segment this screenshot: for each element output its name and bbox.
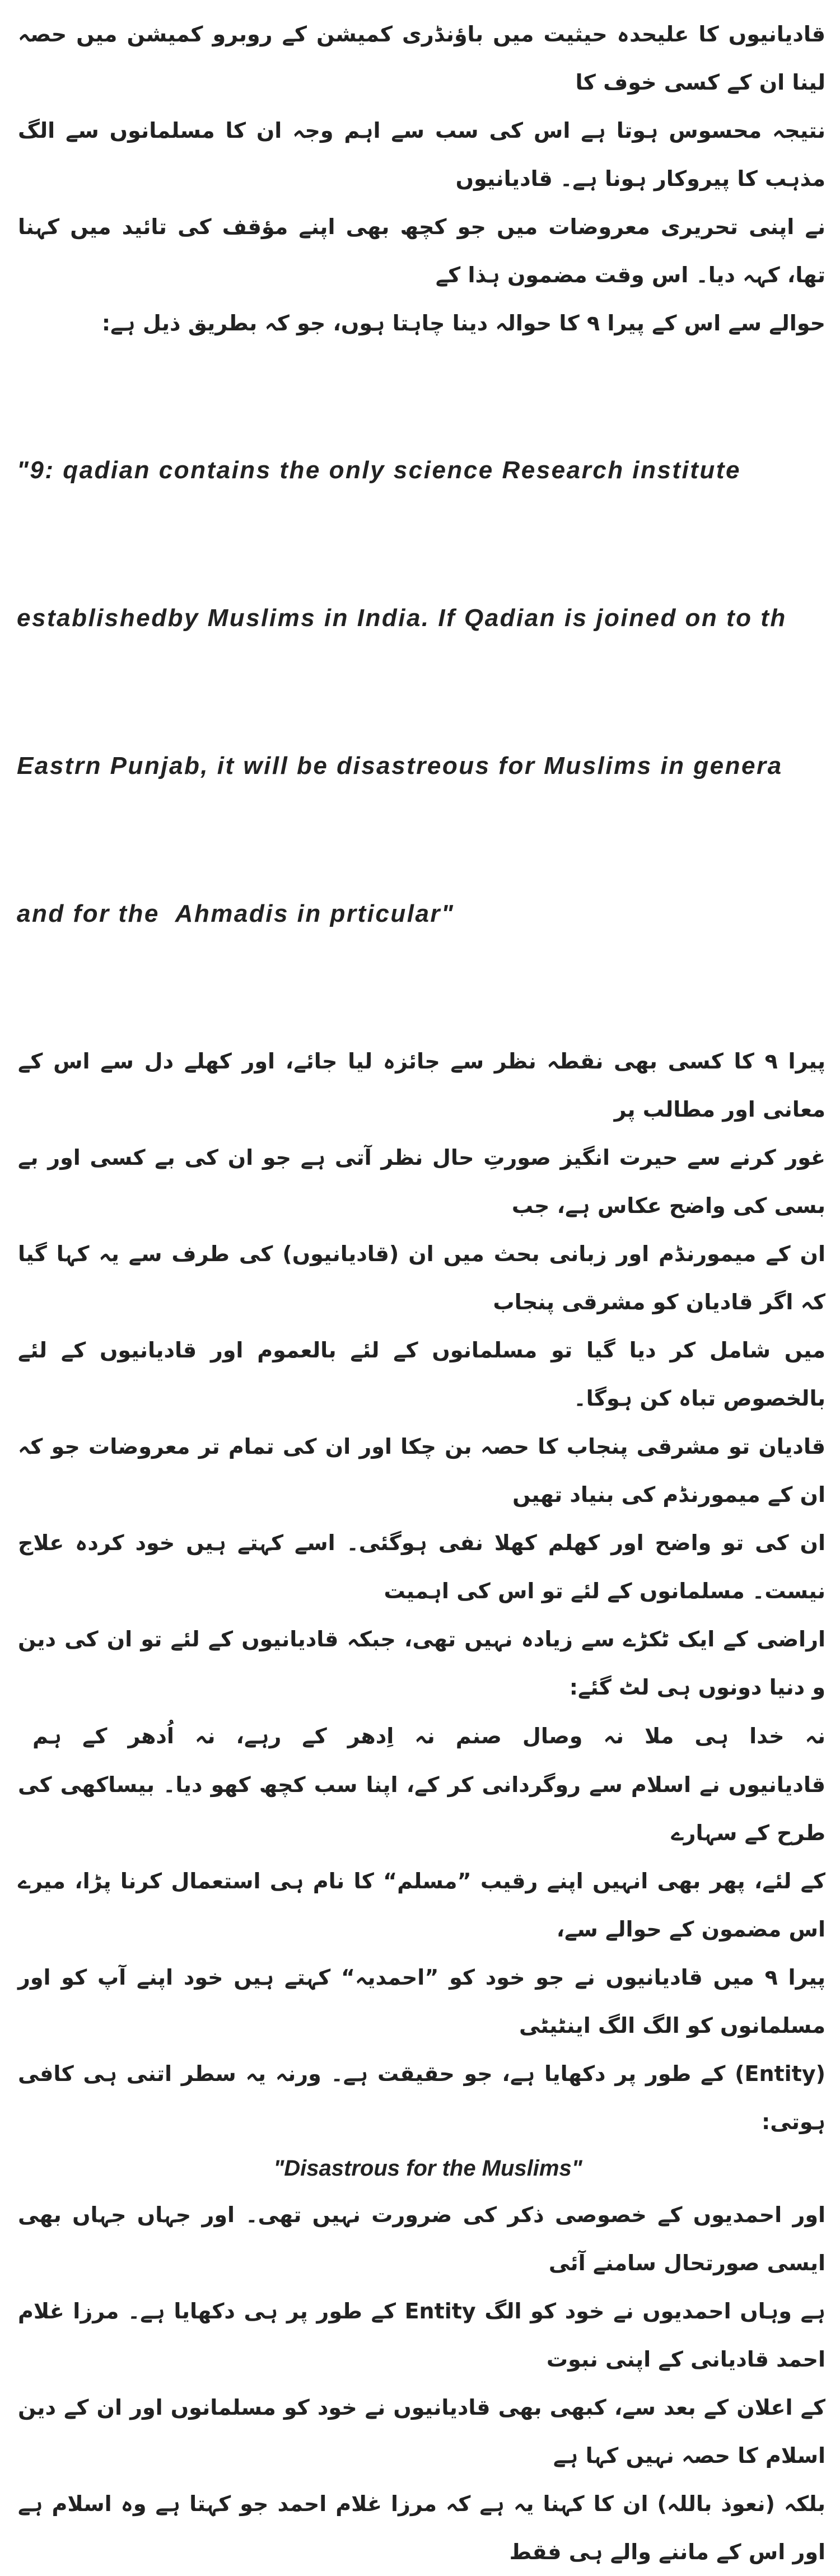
- quote-heading: "Disastrous for the Muslims": [273, 2156, 582, 2181]
- text-line: اراضی کے ایک ٹکڑے سے زیادہ نہیں تھی، جبکہ قادیانیوں کے لئے تو ان کی دین و دنیا دونوں ہی لٹ گئے:: [18, 1627, 825, 1700]
- text-line: قادیانیوں کا علیحدہ حیثیت میں باؤنڈری کمیشن کے روبرو کمیشن میں حصہ لینا ان کے کسی خوف کا: [18, 22, 825, 95]
- text-line: میں شامل کر دیا گیا تو مسلمانوں کے لئے بالعموم اور قادیانیوں کے لئے بالخصوص تباہ کن ہوگا۔: [18, 1338, 825, 1411]
- text-line: ہے وہاں احمدیوں نے خود کو الگ Entity کے طور پر ہی دکھایا ہے۔ مرزا غلام احمد قادیانی کے اپنی نبوت: [18, 2299, 825, 2372]
- text-line: کے لئے، پھر بھی انہیں اپنے رقیب ”مسلم“ کا نام ہی استعمال کرنا پڑا، میرے اس مضمون کے حوالے سے،: [18, 1869, 825, 1942]
- text-line: نے اپنی تحریری معروضات میں جو کچھ بھی اپنے مؤقف کی تائید میں کہنا تھا، کہہ دیا۔ اس وقت مضمون ہذا کے: [18, 214, 825, 287]
- text-line: قادیانیوں نے اسلام سے روگردانی کر کے، اپنا سب کچھ کھو دیا۔ بیساکھی کی طرح کے سہارے: [18, 1772, 825, 1845]
- quote-line: and for the Ahmadis in prticular": [17, 900, 455, 927]
- english-quote: [16, 347, 840, 1037]
- poetry-verse: نہ خدا ہی ملا نہ وصال صنم نہ اِدھر کے رہے، نہ اُدھر کے ہم: [32, 1724, 825, 1748]
- text-line: بلکہ (نعوذ باللہ) ان کا کہنا یہ ہے کہ مرزا غلام احمد جو کہتا ہے وہ اسلام ہے اور اس کے ماننے والے ہی فقط: [18, 2491, 825, 2564]
- text-line: قادیان تو مشرقی پنجاب کا حصہ بن چکا اور ان کی تمام تر معروضات جو کہ ان کے میمورنڈم کی بنیاد تھیں: [18, 1434, 825, 1507]
- text-line: (Entity) کے طور پر دکھایا ہے، جو حقیقت ہے۔ ورنہ یہ سطر اتنی ہی کافی ہوتی:: [18, 2061, 825, 2134]
- text-line: حوالے سے اس کے پیرا ۹ کا حوالہ دینا چاہتا ہوں، جو کہ بطریق ذیل ہے:: [101, 311, 825, 335]
- paragraph-5: [16, 2191, 840, 2576]
- text-line: غور کرنے سے حیرت انگیز صورتِ حال نظر آتی ہے جو ان کی بے کسی اور بے بسی کی واضح عکاس ہے، جب: [18, 1145, 825, 1218]
- text-line: نتیجہ محسوس ہوتا ہے اس کی سب سے اہم وجہ ان کا مسلمانوں سے الگ مذہب کا پیروکار ہونا ہے۔ قادیانیوں: [18, 118, 825, 191]
- paragraph-2: [16, 1037, 840, 1422]
- text-line: پیرا ۹ کا کسی بھی نقطہ نظر سے جائزہ لیا جائے، اور کھلے دل سے اس کے معانی اور مطالب پر: [18, 1049, 825, 1122]
- text-line: پیرا ۹ میں قادیانیوں نے جو خود کو ”احمدیہ“ کہتے ہیں خود اپنے آپ کو اور مسلمانوں کو الگ الگ اینٹیٹی: [18, 1965, 825, 2038]
- paragraph-1: [16, 10, 840, 347]
- quote-line: "9: qadian contains the only science Research institute: [17, 456, 741, 484]
- paragraph-4: [16, 1761, 840, 2146]
- document-page: [16, 10, 840, 2564]
- quote-line: Eastrn Punjab, it will be disastreous for Muslims in genera: [17, 752, 783, 780]
- text-line: اور احمدیوں کے خصوصی ذکر کی ضرورت نہیں تھی۔ اور جہاں جہاں بھی ایسی صورتحال سامنے آئی: [18, 2202, 825, 2275]
- quote-line: establishedby Muslims in India. If Qadian is joined on to th: [17, 604, 787, 632]
- text-line: ان کی تو واضح اور کھلم کھلا نفی ہوگئی۔ اسے کہتے ہیں خود کردہ علاج نیست۔ مسلمانوں کے لئے تو اس کی اہمیت: [18, 1530, 825, 1603]
- text-line: کے اعلان کے بعد سے، کبھی بھی قادیانیوں نے خود کو مسلمانوں اور ان کے دین اسلام کا حصہ نہیں کہا ہے: [18, 2395, 825, 2468]
- paragraph-3: [16, 1422, 840, 1711]
- text-line: ان کے میمورنڈم اور زبانی بحث میں ان (قادیانیوں) کی طرف سے یہ کہا گیا کہ اگر قادیان کو مشرقی پنجاب: [18, 1242, 825, 1314]
